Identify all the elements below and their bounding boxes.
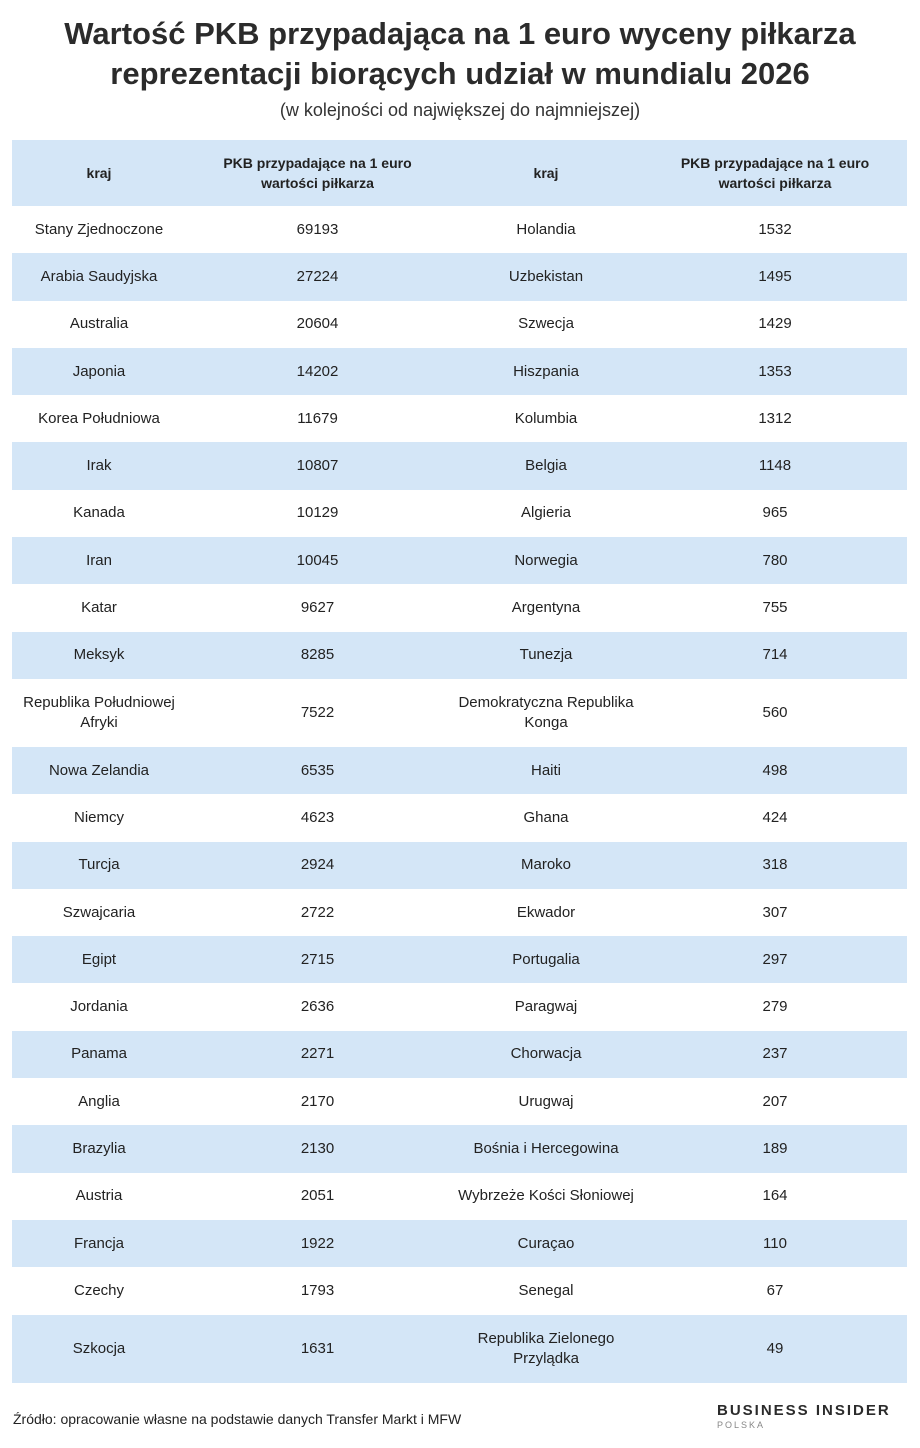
cell-country-right: Haiti: [449, 747, 643, 794]
header-value-left-line2: wartości piłkarza: [261, 175, 374, 191]
cell-country-right: Algieria: [520, 504, 572, 522]
table-row: [12, 1173, 907, 1220]
cell-country-right: Republika Zielonego Przylądka: [449, 1315, 643, 1383]
table-row: [12, 395, 907, 442]
cell-value-left: 2636: [300, 998, 335, 1016]
table-row: [12, 348, 907, 395]
table-row: [12, 1031, 907, 1078]
table-row: [12, 842, 907, 889]
table-row: [12, 490, 907, 537]
cell-country-right: Demokratyczna Republika Konga: [458, 693, 634, 731]
cell-country-left: Korea Południowa: [38, 409, 160, 427]
cell-country-right: Tunezja: [449, 632, 643, 679]
cell-country-left: Turcja: [12, 842, 186, 889]
cell-value-left: 27224: [186, 253, 449, 300]
cell-country-right: Argentyna: [511, 599, 581, 617]
cell-value-left: 6535: [186, 747, 449, 794]
cell-country-left: Katar: [81, 599, 117, 617]
cell-value-right: 164: [762, 1187, 788, 1205]
table-row: [12, 632, 907, 679]
data-table: [12, 140, 907, 1383]
cell-country-right: Norwegia: [449, 537, 643, 584]
table-row: [12, 794, 907, 841]
cell-value-left: 7522: [300, 703, 335, 721]
table-row: [12, 537, 907, 584]
cell-value-right: 1429: [758, 315, 792, 333]
brand-name: BUSINESS INSIDER: [717, 1402, 891, 1419]
cell-value-left: 1793: [300, 1281, 335, 1299]
table-row: [12, 301, 907, 348]
header-country-left: kraj: [12, 140, 186, 206]
cell-country-left: Australia: [69, 315, 129, 333]
cell-country-right: Szwecja: [518, 315, 574, 333]
cell-country-right: Kolumbia: [514, 409, 578, 427]
header-value-right-line1: PKB przypadające na 1 euro: [680, 155, 870, 171]
title-line-2: reprezentacji biorących udział w mundialu 2026: [110, 56, 810, 91]
source-note: Źródło: opracowanie własne na podstawie danych Transfer Markt i MFW: [13, 1411, 462, 1427]
table-row: [12, 747, 907, 794]
cell-country-right: Chorwacja: [449, 1031, 643, 1078]
cell-value-left: 69193: [296, 220, 339, 238]
cell-country-left: Stany Zjednoczone: [34, 220, 164, 238]
header-value-left: [186, 140, 449, 206]
cell-value-right: 1532: [758, 220, 792, 238]
cell-value-left: 14202: [186, 348, 449, 395]
cell-country-right: Ekwador: [516, 903, 576, 921]
cell-value-left: 11679: [297, 409, 338, 427]
cell-value-right: 1495: [643, 253, 907, 300]
cell-country-left: Egipt: [12, 936, 186, 983]
header-country-right: kraj: [449, 140, 643, 206]
title-line-1: Wartość PKB przypadająca na 1 euro wyceny piłkarza: [64, 16, 856, 51]
cell-country-right: Paragwaj: [514, 998, 578, 1016]
table-row: [12, 206, 907, 253]
header-value-left-line1: PKB przypadające na 1 euro: [223, 155, 412, 171]
cell-country-left: Japonia: [12, 348, 186, 395]
cell-value-left: 2271: [186, 1031, 449, 1078]
cell-country-left: Arabia Saudyjska: [12, 253, 186, 300]
cell-value-left: 2051: [300, 1187, 335, 1205]
cell-value-right: 424: [762, 808, 788, 826]
cell-value-left: 20604: [296, 315, 339, 333]
table-row: [12, 442, 907, 489]
cell-value-right: 297: [643, 936, 907, 983]
cell-country-right: Ghana: [523, 808, 569, 826]
cell-country-right: Maroko: [449, 842, 643, 889]
cell-value-left: 9627: [300, 599, 335, 617]
cell-country-left: Szwajcaria: [62, 903, 136, 921]
cell-country-left: Anglia: [78, 1092, 120, 1110]
cell-value-left: 2170: [300, 1092, 335, 1110]
cell-country-right: Belgia: [449, 442, 643, 489]
cell-value-right: 189: [643, 1125, 907, 1172]
cell-value-right: 780: [643, 537, 907, 584]
cell-value-right: 307: [762, 903, 788, 921]
cell-value-left: 4623: [300, 808, 335, 826]
cell-value-left: 2130: [186, 1125, 449, 1172]
cell-value-right: 498: [643, 747, 907, 794]
table-row: [12, 1267, 907, 1314]
cell-value-right: 714: [643, 632, 907, 679]
header-value-right: [643, 140, 907, 206]
cell-country-left: Austria: [75, 1187, 123, 1205]
cell-country-right: Curaçao: [449, 1220, 643, 1267]
cell-value-left: 2715: [186, 936, 449, 983]
brand-logo: [717, 1402, 897, 1430]
table-row: [12, 1220, 907, 1267]
cell-country-left: Iran: [12, 537, 186, 584]
cell-value-left: 2722: [300, 903, 335, 921]
table-row: [12, 253, 907, 300]
cell-country-left: Francja: [12, 1220, 186, 1267]
table-body: [12, 206, 907, 1383]
cell-value-left: 8285: [186, 632, 449, 679]
cell-value-left: 10045: [186, 537, 449, 584]
cell-value-right: 110: [643, 1220, 907, 1267]
cell-country-left: Meksyk: [12, 632, 186, 679]
cell-country-right: Urugwaj: [518, 1092, 574, 1110]
chart-title: [0, 14, 920, 94]
cell-value-right: 237: [643, 1031, 907, 1078]
cell-value-right: 1353: [643, 348, 907, 395]
cell-value-right: 755: [762, 599, 788, 617]
cell-country-left: Irak: [12, 442, 186, 489]
table-row: [12, 1315, 907, 1383]
cell-value-right: 279: [762, 998, 788, 1016]
cell-value-right: 1148: [643, 442, 907, 489]
table-row: [12, 936, 907, 983]
cell-value-right: 965: [762, 504, 788, 522]
cell-country-right: Bośnia i Hercegowina: [449, 1125, 643, 1172]
cell-value-right: 560: [762, 703, 788, 721]
header-row: [12, 140, 907, 206]
table-row: [12, 983, 907, 1030]
cell-country-left: Niemcy: [73, 808, 124, 826]
table-row: [12, 679, 907, 747]
cell-value-right: 1312: [758, 409, 792, 427]
cell-value-left: 10807: [186, 442, 449, 489]
cell-value-left: 1631: [186, 1315, 449, 1383]
table-row: [12, 584, 907, 631]
cell-country-left: Republika Południowej Afryki: [23, 693, 175, 731]
cell-country-left: Panama: [12, 1031, 186, 1078]
cell-value-right: 318: [643, 842, 907, 889]
cell-country-right: Wybrzeże Kości Słoniowej: [458, 1187, 634, 1205]
cell-value-right: 49: [643, 1315, 907, 1383]
cell-country-left: Szkocja: [12, 1315, 186, 1383]
table-row: [12, 1078, 907, 1125]
cell-value-left: 10129: [296, 504, 339, 522]
cell-country-right: Uzbekistan: [449, 253, 643, 300]
chart-subtitle: (w kolejności od największej do najmniejszej): [279, 100, 641, 120]
cell-country-right: Portugalia: [449, 936, 643, 983]
cell-value-left: 2924: [186, 842, 449, 889]
header-value-right-line2: wartości piłkarza: [718, 175, 832, 191]
cell-country-right: Holandia: [516, 220, 576, 238]
cell-country-left: Brazylia: [12, 1125, 186, 1172]
cell-value-left: 1922: [186, 1220, 449, 1267]
brand-sub: POLSKA: [717, 1420, 766, 1430]
cell-country-right: Senegal: [518, 1281, 574, 1299]
cell-country-left: Jordania: [70, 998, 128, 1016]
table-row: [12, 889, 907, 936]
cell-country-left: Nowa Zelandia: [12, 747, 186, 794]
table-row: [12, 1125, 907, 1172]
cell-country-left: Kanada: [73, 504, 125, 522]
cell-country-right: Hiszpania: [449, 348, 643, 395]
cell-value-right: 207: [762, 1092, 788, 1110]
cell-country-left: Czechy: [73, 1281, 125, 1299]
cell-value-right: 67: [766, 1281, 784, 1299]
